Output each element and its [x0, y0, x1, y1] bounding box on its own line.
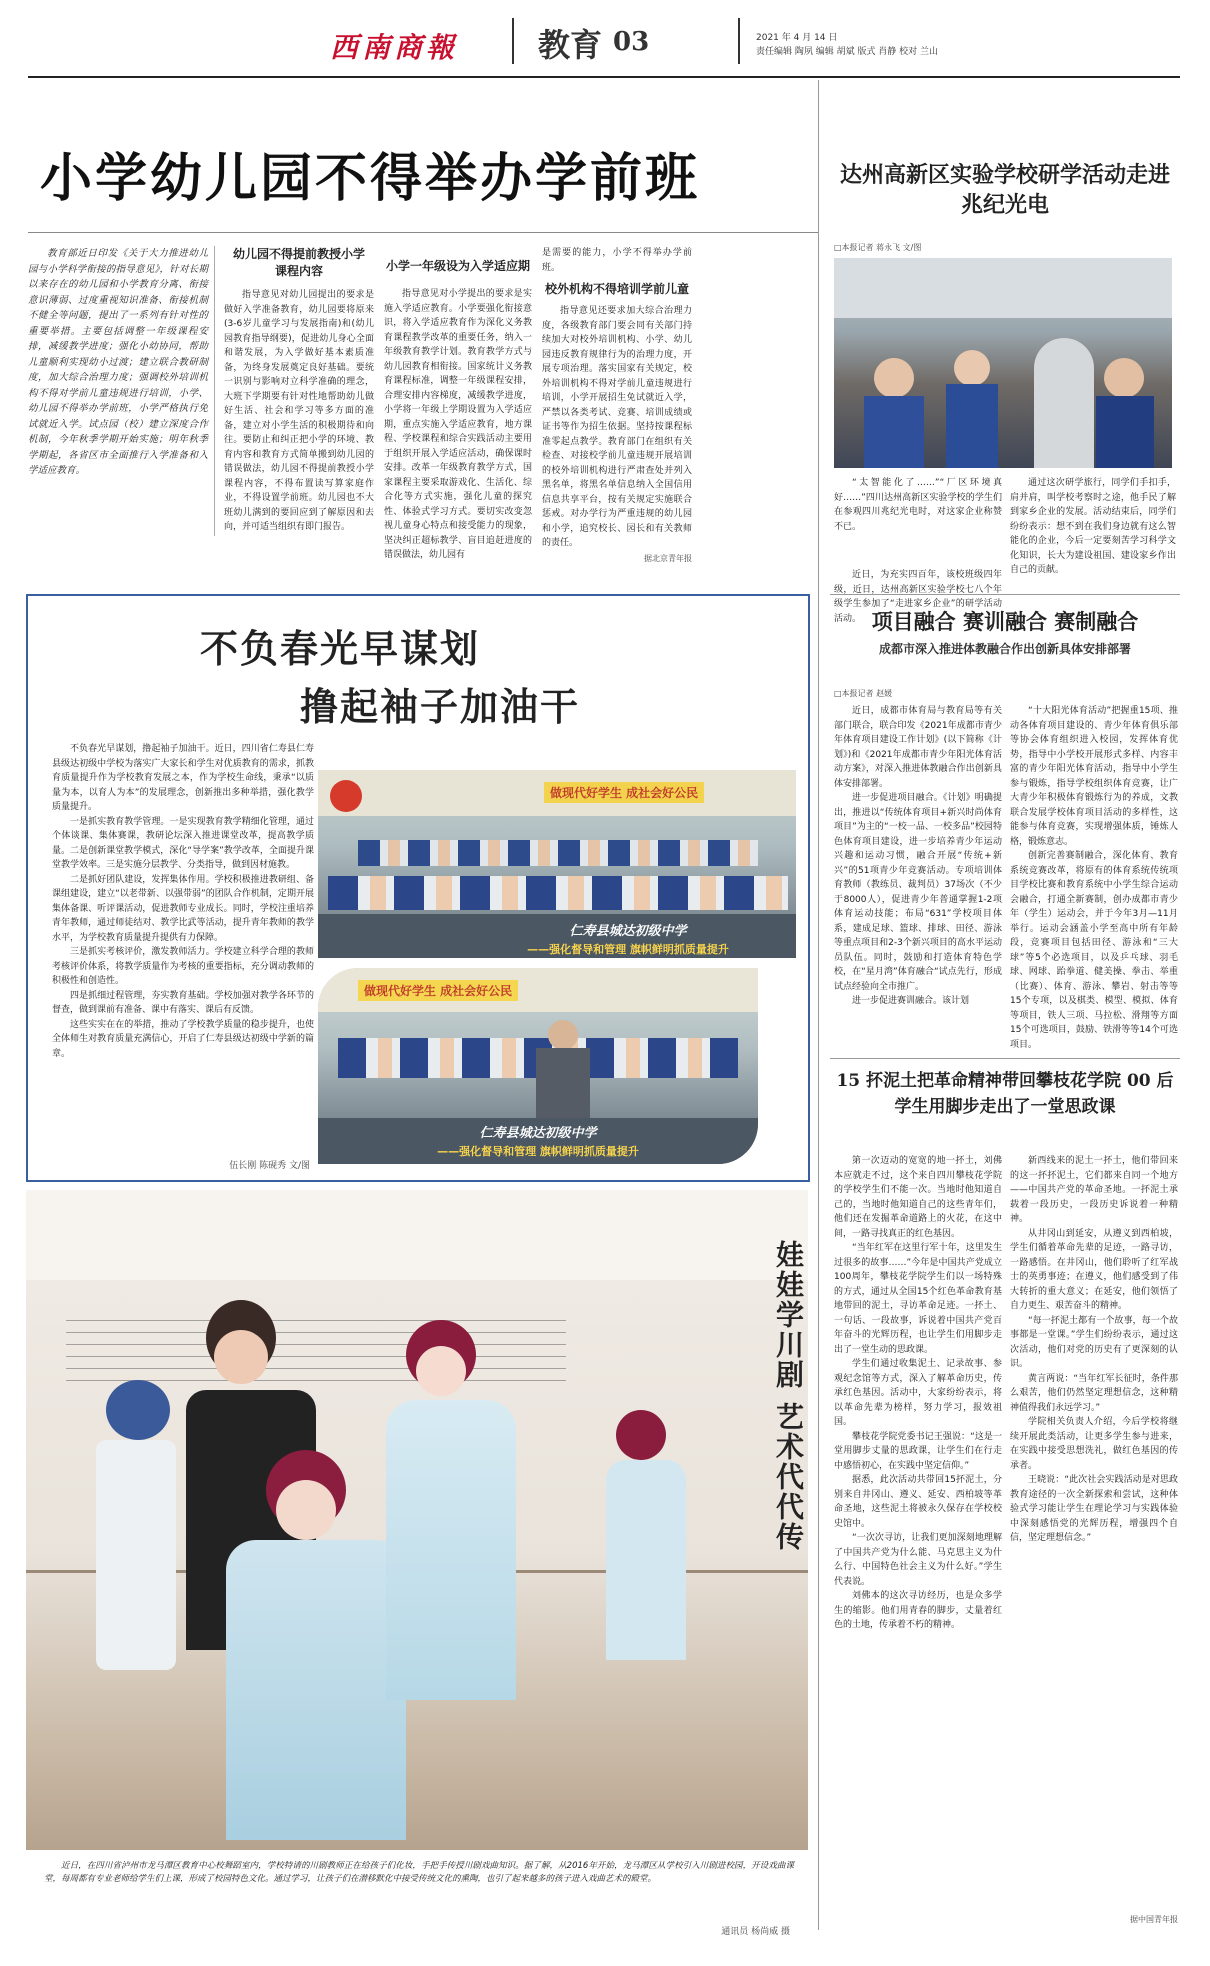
lead-col-3: [542, 246, 692, 565]
chengdu-subtitle: 成都市深入推进体教融合作出创新具体安排部署: [878, 642, 1131, 656]
lead-col-1-heading: 幼儿园不得提前教授小学课程内容: [232, 247, 365, 278]
panzhihua-col-1: [834, 1154, 1002, 1924]
paragraph: 四是抓细过程管理，夯实教育基础。学校加强对教学各环节的督查，做到课前有准备、课中有落实、课后有反馈。: [52, 990, 314, 1015]
chengdu-col-2: [1010, 704, 1178, 1052]
dazhou-caption: “太智能化了……”“厂区环境真好……”四川达州高新区实验学校的学生们在参观四川兆纪光电时，对这家企业称赞不已。: [834, 478, 1002, 532]
dazhou-byline: □本报记者 蒋永飞 文/图: [834, 243, 922, 252]
lead-col-2-heading: 小学一年级设为入学适应期: [385, 259, 530, 273]
opera-title: 娃娃学川剧 艺术代代传: [772, 1240, 805, 1552]
section-name: 教育: [538, 26, 603, 64]
lead-col-3-body: 指导意见还要求加大综合治理力度，各级教育部门要会同有关部门持续加大对校外培训机构、小学、幼儿园违反教育规律行为的治理力度，开展专项治理。落实国家有关规定，校外培训机构不得对学前儿童违规进行培训，小学开展招生免试就近入学，严禁以各类考试、竞赛、培训成绩或证书等作为招生依据。坚持按课程标准零起点教学。教育部门在组织有关检查、对接校学前儿童违规开展培训的校外培训机构进行严肃查处并列入黑名单，将黑名单信息纳入全国信用信息共享平台，按有关规定实施联合惩戒。对办学行为严重违规的幼儿园和小学，追究校长、园长和有关教师的责任。: [542, 306, 692, 548]
newspaper-logo: 西南商報: [330, 31, 459, 64]
lead-col-3-top: 是需要的能力，小学不得举办学前班。: [542, 248, 692, 273]
renshou-photo-2-caption: 仁寿县城达初级中学 ——强化督导和管理 旗帜鲜明抓质量提升: [437, 1126, 639, 1158]
chengdu-headline: 项目融合 赛训融合 赛制融合: [871, 609, 1139, 634]
renshou-body: [52, 742, 314, 1154]
paragraph: 进一步促进赛训融合。该计划: [852, 996, 970, 1006]
paragraph: 一是抓实教育教学管理。一是实现教育教学精细化管理，通过个体谈课、集体赛课，教研论坛深入推进课堂改革，提高教学质量。二是创新课堂教学模式，深化“导学案”教学改革，全面提升课堂教学效率。三是实施分层教学、分类指导，做到因材施教。: [52, 816, 314, 870]
paragraph: 学生们通过收集泥土、记录故事、参观纪念馆等方式，深入了解革命历史，传承红色基因。活动中，大家纷纷表示，将以革命先辈为榜样，努力学习，报效祖国。: [834, 1359, 1002, 1427]
paragraph: 不负春光早谋划，撸起袖子加油干。近日，四川省仁寿县仁寿县级达初级中学校为落实广大家长和学生对优质教育的需求，抓教育质量提升作为学校教育发展之本，作为学校生命线，秉承“以质量为本，以育人为本”的发展理念，创新推出多种举措，强化教学质量提升。: [52, 744, 314, 812]
lead-col-1-body: 指导意见对幼儿园提出的要求是做好入学准备教育，幼儿园要将原来(3-6岁儿童学习与发展指南)和(幼儿园教育指导纲要)，促进幼儿身心全面和谐发展，为入学做好基本素质准备，为终身发展奠定良好基础。要统一识别与影响对立科学准确的理念，大班下学期要有针对性地帮助幼儿做好生活、社会和学习等多方面的准备，建立对小学生活的积极期待和向往。要防止和纠正把小学的环境、教育内容和教育方式简单搬到幼儿园的错误做法，幼儿园不得提前教授小学课程内容，不得布置读写算家庭作业，不得设置学前班。幼儿园也不大班幼儿满到的要回应到了解原因和去向，并可适当组织有即门报告。: [224, 290, 374, 532]
paragraph: 王晓说：“此次社会实践活动是对思政教育途径的一次全新探索和尝试，这种体验式学习能让学生在理论学习与实践体验中深刻感悟党的光辉历程，增强四个自信，坚定理想信念。”: [1010, 1475, 1178, 1543]
renshou-title-2: 撸起袖子加油干: [300, 684, 581, 729]
paragraph: “一次次寻访，让我们更加深刻地理解了中国共产党为什么能、马克思主义为什么行、中国特色社会主义为什么好。”学生代表说。: [834, 1533, 1002, 1587]
lead-col-1: [224, 246, 374, 535]
paragraph: 三是抓实考核评价，激发教师活力。学校建立科学合理的教师考核评价体系，将教学质量作为考核的重要指标，充分调动教师的积极性和创造性。: [52, 947, 314, 986]
dazhou-body-right: 通过这次研学旅行，同学们手扣手，肩并肩，叫学校考察时之途，他手民了解到家乡企业的发展。活动结束后，同学们纷纷表示：想不到在我们身边就有这么智能化的企业，今后一定要刻苦学习科学文化知识，长大为建设祖国、建设家乡作出自己的贡献。: [1010, 478, 1176, 575]
dazhou-photo: [834, 258, 1172, 468]
panzhihua-credit: 据中国青年报: [1130, 1915, 1178, 1924]
paragraph: “十大阳光体育活动”把握重15项、推动各体育项目建设的、青少年体育俱乐部等协会体育组织进入校园，发挥体育优势，指导中小学校开展形式多样、内容丰富的青少年阳光体育活动，指导中小学生参与锻炼，指导学校组织体育竞赛，让广大青少年积极体育锻炼行为的养成，文教联合发展学校体育项目活动的多样性，这能参与体育竞赛，实现增强体质，锤炼人格，锻炼意志。: [1010, 706, 1178, 847]
dazhou-body-left: 近日，为充实四百年，该校班级四年级，近日，达州高新区实验学校七八个年级学生参加了“走进家乡企业”的研学活动活动。: [834, 570, 1002, 624]
renshou-banner-1: 做现代好学生 成社会好公民: [544, 782, 704, 803]
paragraph: 黄言两说：“当年红军长征时，条件那么艰苦，他们仍然坚定理想信念，这种精神值得我们永远学习。”: [1010, 1373, 1178, 1413]
lead-col-2: [384, 246, 532, 563]
chengdu-col-1: [834, 704, 1002, 1009]
opera-credit: 通讯员 杨尚威 摄: [721, 1927, 790, 1937]
dazhou-headline: 达州高新区实验学校研学活动走进兆纪光电: [839, 162, 1170, 218]
renshou-credit: 伍长刚 陈砚秀 文/图: [229, 1161, 310, 1171]
editor-credits: 责任编辑 陶夙 编辑 胡斌 版式 肖静 校对 兰山: [756, 47, 939, 57]
paragraph: 攀枝花学院党委书记王强说：“这是一堂用脚步丈量的思政课，让学生们在行走中感悟初心，在实践中坚定信仰。”: [834, 1431, 1002, 1471]
renshou-banner-2: 做现代好学生 成社会好公民: [358, 980, 518, 1001]
paragraph: 近日，成都市体育局与教育局等有关部门联合，联合印发《2021年成都市青少年体育项目建设工作计划》(以下简称《计划》)和《2021年成都市青少年阳光体育活动方案》，对深入推进体教融合作出创新具体安排部署。: [834, 706, 1002, 789]
lead-intro: 教育部近日印发《关于大力推进幼儿园与小学科学衔接的指导意见》，针对长期以来存在的幼儿园和小学教育分离、衔接意识薄弱、过度重视知识准备、衔接机制不健全等问题，提出了一系列有针对性的重要举措。主要包括调整一年级课程安排，减缓教学进度；强化小幼协同，帮助儿童顺利实现幼小过渡；建立联合教研制度，加大综合治理力度；强调校外培训机构不得对学前儿童违规进行培训，小学、幼儿园不得举办学前班，小学严格执行免试就近入学。试点园（校）建立深度合作机制，今年秋季学期开始实施；明年秋季学期起，各省区市全面推行入学准备和入学适应教育。: [28, 248, 208, 476]
masthead: [0, 0, 1210, 70]
paragraph: 第一次迈动的宽宽的地一抔土，刘佛本应就走不过，这个来自四川攀枝花学院的学校学生们不能一次。当地时他知道自己的，当地时他知道自己的这些青年们，他们还在发掘革命道路上的火花，在这中间，一路寻找真正的红色基因。: [834, 1156, 1002, 1239]
paragraph: 学院相关负责人介绍，今后学校将继续开展此类活动，让更多学生参与进来，在实践中接受思想洗礼，做红色基因的传承者。: [1010, 1417, 1178, 1471]
chengdu-byline: □本报记者 赵媛: [834, 689, 893, 698]
paragraph: 新西线来的泥土一抔土，他们带回来的这一抔抔泥土，它们都来自同一个地方——中国共产党的革命圣地。一抔泥土承载着一段历史，一段历史诉说着一种精神。: [1010, 1156, 1178, 1224]
lead-headline: 小学幼儿园不得举办学前班: [40, 148, 701, 209]
paragraph: 从井冈山到延安，从遵义到西柏坡，学生们循着革命先辈的足迹，一路寻访，一路感悟。在井冈山，他们聆听了红军战士的英勇事迹；在遵义，他们感受到了伟大转折的重大意义；在延安，他们领悟了自力更生、艰苦奋斗的精神。: [1010, 1228, 1178, 1311]
panzhihua-col-2: [1010, 1154, 1178, 1914]
opera-caption: 近日，在四川省泸州市龙马潭区教育中心校舞蹈室内，学校特请的川剧教师正在给孩子们化妆，手把手传授川剧戏曲知识。据了解，从2016年开始，龙马潭区从学校引入川剧进校园，开设戏曲课堂，每周都有专业老师给学生们上课，形成了校园特色文化。通过学习，让孩子们在潜移默化中接受传统文化的熏陶，也引了起来越多的孩子进入戏曲艺术的殿堂。: [44, 1861, 794, 1884]
lead-credit: 据北京青年报: [644, 553, 692, 563]
paragraph: 刘佛本的这次寻访经历，也是众多学生的缩影。他们用青春的脚步，丈量着红色的土地，传承着不朽的精神。: [834, 1591, 1002, 1630]
paragraph: “每一抔泥土都有一个故事，每一个故事都是一堂课。”学生们纷纷表示，通过这次活动，他们对党的历史有了更深刻的认识。: [1010, 1315, 1178, 1369]
paragraph: 二是抓好团队建设，发挥集体作用。学校积极推进教研组、备课组建设，建立“以老带新、以强带弱”的团队合作机制，定期开展集体备课、听评课活动，促进教师专业成长。同时，学校注重培养青年教师，通过师徒结对、教学比武等活动，提升青年教师的教学水平，为学校教育质量提升提供有力保障。: [52, 874, 314, 943]
paragraph: 据悉，此次活动共带回15抔泥土，分别来自井冈山、遵义、延安、西柏坡等革命圣地，这些泥土将被永久保存在学校校史馆中。: [834, 1475, 1002, 1529]
renshou-photo-1: [318, 770, 796, 958]
renshou-title-1: 不负春光早谋划: [200, 626, 481, 671]
renshou-photo-2: [318, 968, 758, 1164]
paragraph: 进一步促进项目融合。《计划》明确提出，推进以“传统体育项目+新兴时尚体育项目”为主的“一校一品、一校多品”校园特色体育项目建设，进一步培养青少年运动兴趣和运动习惯，融合开展“传统+新兴”的51项青少年竞赛活动。专项培训体育教师（教练员、裁判员）37场次（不少于8000人），促进青少年普通掌握1-2项体育运动技能；布局“631”学校项目体系，建成足球、篮球、排球、田径、游泳等重点项目和2-3个新兴项目的高水平运动员队伍。同时，鼓励和打造体育特色学校，在“星月湾”体育融合“试点先行，形成试点经验向全市推广。: [834, 793, 1002, 992]
opera-photo: [26, 1190, 808, 1850]
paragraph: 创新完善赛制融合，深化体育、教育系统竞赛改革，将原有的体育系统传统项目学校比赛和教育系统中小学生综合运动会融合，打通全新赛制，创办成都市青少年（学生）运动会，并于今年3月—11月举行。运动会涵盖小学至高中所有年龄段，竞赛项目包括田径、游泳和“三大球”等5个必选项目，以及乒乓球、羽毛球、网球、跆拳道、健美操、拳击、举重（比赛）、体育、游泳、攀岩、射击等等15个专项，以及棋类、模型、模拟、体育等项目，铁人三项、马拉松、滑翔等方面15个可选项目，鼓励、铁滑等等14个可选项目。: [1010, 851, 1178, 1050]
panzhihua-headline: 15 抔泥土把革命精神带回攀枝花学院 00 后学生用脚步走出了一堂思政课: [836, 1071, 1174, 1117]
lead-col-2-body: 指导意见对小学提出的要求是实施入学适应教育。小学要强化衔接意识，将入学适应教育作为深化义务教育课程教学改革的重要任务，纳入一年级教育教学计划。教育教学方式与幼儿园教育相衔接。国家统计义务教育课程标准，调整一年级课程安排，合理安排内容梯度，减缓教学进度，小学将一年级上学期设置为入学适应期，重点实施入学适应教育，地方课程、学校课程和综合实践活动主要用于组织开展入学适应活动，确保课时安排。改革一年级教育教学方式，国家课程主要采取游戏化、生活化、综合化等方式实施，强化儿童的探究性、体验式学习方式。要切实改变忽视儿童身心特点和接受能力的现象，坚决纠正超标教学、盲目追赶进度的错误做法，幼儿园有: [384, 289, 532, 560]
paragraph: 这些实实在在的举措，推动了学校教学质量的稳步提升，也使全体师生对教育质量充满信心，开启了仁寿县级达初级中学新的篇章。: [52, 1019, 314, 1059]
issue-date: 2021 年 4 月 14 日: [756, 33, 838, 43]
page-number: 03: [613, 27, 650, 57]
renshou-photo-1-caption: 仁寿县城达初级中学 ——强化督导和管理 旗帜鲜明抓质量提升: [527, 924, 729, 956]
paragraph: “当年红军在这里行军十年，这里发生过很多的故事……”今年是中国共产党成立100周年，攀枝花学院学生们以一场特殊的方式，通过从全国15个红色革命教育基地带回的泥土，寻访革命足迹。一抔土、一句话、一段故事，诉说着中国共产党百年奋斗的光辉历程，也让学生们用脚步走出了一堂生动的思政课。: [834, 1243, 1002, 1355]
lead-col-3-heading: 校外机构不得培训学前儿童: [544, 282, 689, 296]
